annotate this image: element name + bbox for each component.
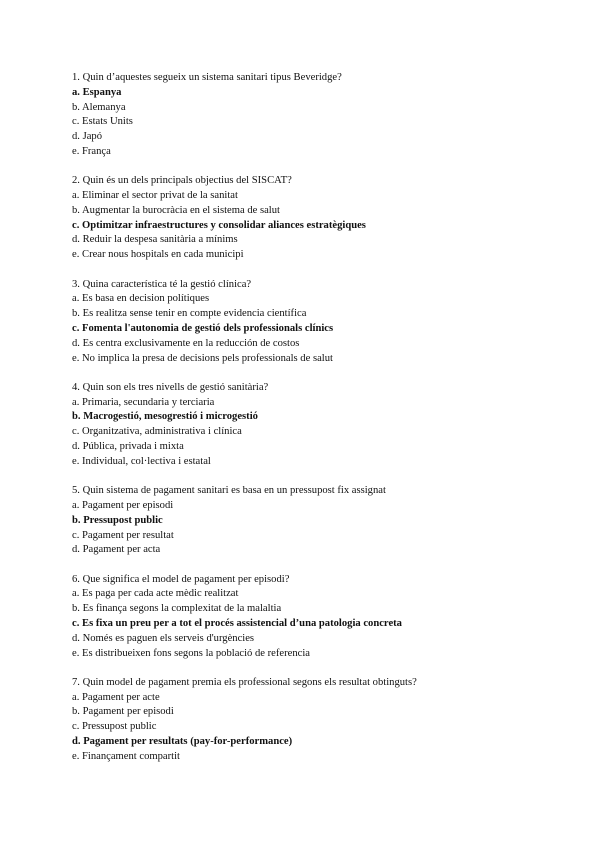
answer-option: b. Es finança segons la complexitat de la malaltia — [72, 603, 282, 615]
answer-option: c. Fomenta l'autonomia de gestió dels professionals clínics — [72, 322, 334, 334]
answer-option: e. Finançament compartit — [72, 750, 180, 762]
answer-option: d. Pagament per resultats (pay-for-performance) — [72, 736, 293, 748]
question-5 — [72, 484, 572, 558]
answer-option: b. Alemanya — [72, 101, 126, 113]
question-7 — [72, 676, 572, 765]
question-2 — [72, 174, 572, 263]
question-text: 6. Que significa el model de pagament per episodi? — [72, 573, 290, 585]
question-1 — [72, 71, 572, 160]
question-text: 2. Quin és un dels principals objectius del SISCAT? — [72, 175, 292, 187]
answer-option: c. Organitzativa, administrativa i clínica — [72, 426, 242, 438]
question-text: 4. Quin son els tres nivells de gestió sanitària? — [72, 381, 269, 393]
answer-option: a. Eliminar el sector privat de la sanitat — [72, 190, 238, 202]
answer-option: c. Es fixa un preu per a tot el procés assistencial d’una patologia concreta — [72, 618, 402, 629]
question-6 — [72, 573, 572, 662]
answer-option: c. Optimitzar infraestructures y consolidar aliances estratègiques — [72, 219, 366, 231]
answer-option: e. França — [72, 145, 111, 157]
answer-option: a. Es paga per cada acte mèdic realitzat — [72, 588, 239, 600]
answer-option: d. Pagament per acta — [72, 544, 161, 556]
answer-option: d. Es centra exclusivamente en la reducción de costos — [72, 337, 300, 349]
question-text: 7. Quin model de pagament premia els professional segons els resultat obtinguts? — [72, 676, 417, 688]
question-text: 1. Quin d’aquestes segueix un sistema sanitari tipus Beveridge? — [72, 72, 342, 83]
answer-option: c. Pagament per resultat — [72, 529, 174, 541]
answer-option: e. Individual, col·lectiva i estatal — [72, 455, 211, 467]
answer-option: a. Es basa en decision polítiques — [72, 293, 210, 305]
question-text: 5. Quin sistema de pagament sanitari es basa en un pressupost fix assignat — [72, 485, 386, 497]
answer-option: a. Primaria, secundaria y terciaria — [72, 396, 215, 408]
answer-option: e. Es distribueixen fons segons la població de referencia — [72, 647, 310, 659]
answer-option: a. Pagament per acte — [72, 691, 160, 703]
answer-option: a. Espanya — [72, 86, 122, 98]
answer-option: d. Japó — [72, 131, 103, 143]
answer-option: b. Macrogestió, mesogrestió i microgestió — [72, 411, 258, 423]
answer-option: b. Augmentar la burocràcia en el sistema de salut — [72, 204, 280, 216]
answer-option: b. Pagament per episodi — [72, 706, 174, 718]
answer-option: a. Pagament per episodi — [72, 499, 174, 511]
answer-option: d. Només es paguen els serveis d'urgències — [72, 632, 255, 644]
answer-option: c. Pressupost public — [72, 721, 157, 733]
quiz-document — [72, 71, 572, 779]
answer-option: e. Crear nous hospitals en cada municipi — [72, 249, 244, 261]
question-text: 3. Quina característica té la gestió clínica? — [72, 278, 252, 290]
answer-option: c. Estats Units — [72, 116, 133, 128]
question-3 — [72, 278, 572, 367]
answer-option: d. Pública, privada i mixta — [72, 441, 184, 453]
question-4 — [72, 381, 572, 470]
answer-option: e. No implica la presa de decisions pels professionals de salut — [72, 352, 333, 364]
answer-option: d. Reduir la despesa sanitària a mínims — [72, 234, 238, 246]
answer-option: b. Pressupost public — [72, 514, 163, 526]
answer-option: b. Es realitza sense tenir en compte evidencia científica — [72, 308, 307, 320]
